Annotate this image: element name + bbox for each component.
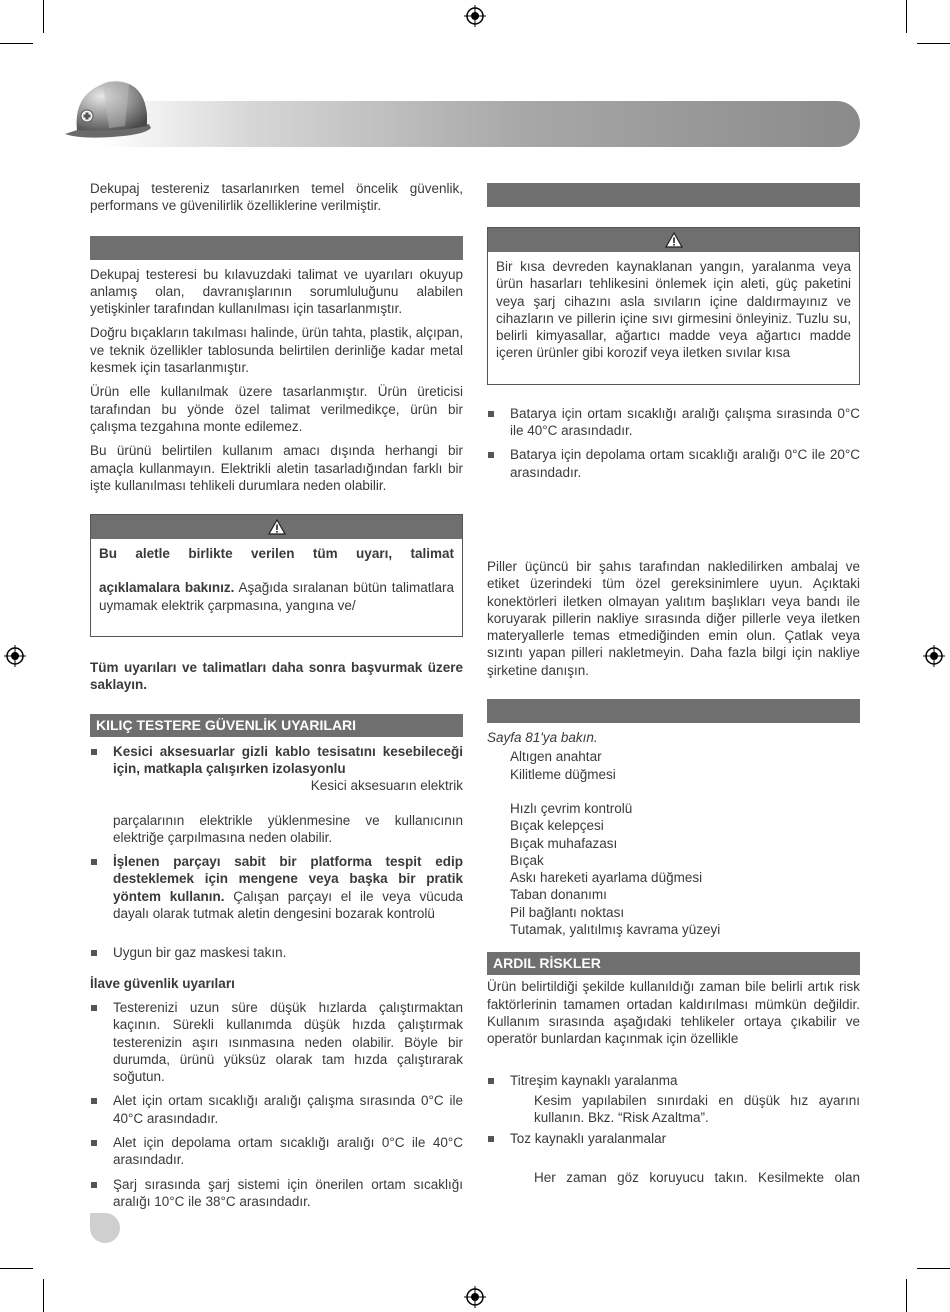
right-column [487,183,860,1186]
list-item: Batarya için ortam sıcaklığı aralığı çalışma sırasında 0°C ile 40°C arasındadır. [487,405,860,440]
section-header-residual-risks: ARDIL RİSKLER [487,952,860,975]
list-item: Alet için ortam sıcaklığı aralığı çalışma sırasında 0°C ile 40°C arasındadır. [90,1092,463,1127]
crop-mark [906,1279,907,1312]
section-header-intended-use [90,236,463,260]
registration-mark-icon [4,645,26,667]
transport-text: Piller üçüncü bir şahıs tarafından nakledilirken ambalaj ve etiket üzerindeki tüm özel gereksinimlere uyun. Açıktaki konektörleri iletken olmayan yalıtım başlıkları veya bandı ile koruyarak pillerin nakliye sırasında diğer pillerle veya iletken materyallerle temas etmediğinden emin olun. Çatlak veya sızıntı yapan pilleri nakletmeyin. Daha fazla bilgi için nakliye şirketine danışın. [487,558,860,678]
warning-triangle-icon [665,232,683,248]
page-number-tab [90,1213,120,1243]
list-item: Batarya için depolama ortam sıcaklığı aralığı 0°C ile 20°C arasındadır. [487,446,860,481]
crop-mark [917,43,950,44]
bullet-bold-text: İşlenen parçayı sabit bir platforma tespit edip desteklemek için mengene veya başka bir pratik yöntem kullanın. [113,854,463,904]
risk-intro-text: Ürün belirtildiği şekilde kullanıldığı zaman bile belirli artık risk faktörlerinin tamamen ortadan kaldırılması mümkün değildir. Kullanım sırasında aşağıdaki tehlikeler ortaya çıkabilir ve operatör bunlardan kaçınmak için özellikle [487,979,860,1047]
warning-bar [91,515,462,539]
feature-item: Bıçak muhafazası [510,835,618,851]
risk-detail-text: Her zaman göz koruyucu takın. Kesilmekte olan [534,1169,860,1185]
left-column [90,180,463,1217]
see-page-text: Sayfa 81'ya bakın. [487,730,598,746]
crop-mark [0,43,33,44]
intro-text: Dekupaj testereniz tasarlanırken temel öncelik güvenlik, performans ve güvenilirlik özelliklerine verilmiştir. [90,181,463,214]
safety-helmet-icon [63,74,155,150]
risk-detail-text: Kesim yapılabilen sınırdaki en düşük hız ayarını kullanın. Bkz. “Risk Azaltma”. [534,1092,860,1126]
registration-mark-icon [464,5,486,27]
subsection-title: İlave güvenlik uyarıları [90,975,235,991]
paragraph: Dekupaj testeresi bu kılavuzdaki talimat ve uyarıları okuyup anlamış olan, davranışlarının sorumluluğunu alabilen yetişkinler tarafından kullanılması için tasarlanmıştır. [90,266,463,317]
warning-bar [488,228,859,252]
list-item: Testerenizi uzun süre düşük hızlarda çalıştırmaktan kaçının. Sürekli kullanımda düşük hızda çalıştırmak testerenizin aşırı ısınmasına neden olabilir. Böyle bir durumda, ürünü yüksüz olarak tam hızda çalıştırarak soğutun. [90,999,463,1085]
paragraph: Ürün elle kullanılmak üzere tasarlanmıştır. Ürün üreticisi tarafından bu yönde özel talimat verilmedikçe, ürün bir çalışma tezgahına monte edilemez. [90,384,463,434]
feature-item: Askı hareketi ayarlama düğmesi [510,870,703,886]
list-item: Titreşim kaynaklı yaralanma [487,1072,860,1089]
list-item: Alet için depolama ortam sıcaklığı aralığı 0°C ile 40°C arasındadır. [90,1134,463,1169]
registration-mark-icon [464,1286,486,1308]
header-banner [100,101,860,147]
section-header-battery-safety [487,183,860,207]
crop-mark [43,0,44,33]
keep-instructions-text: Tüm uyarıları ve talimatları daha sonra başvurmak üzere saklayın. [90,660,463,693]
feature-item: Bıçak [510,852,544,868]
section-header-saw-safety: KILIÇ TESTERE GÜVENLİK UYARILARI [90,714,463,737]
bullet-text: Kesici aksesuarın elektrik [310,778,463,794]
warning-line: Bu aletle birlikte verilen tüm uyarı, talimat [99,546,454,562]
warning-box [487,227,860,385]
paragraph: Doğru bıçakların takılması halinde, ürün tahta, plastik, alçıpan, ve teknik özellikler tablosunda belirtilen derinliğe kadar metal kesmek için tasarlanmıştır. [90,325,463,376]
crop-mark [43,1279,44,1312]
warning-text: Aşağıda sıralanan bütün talimatlara uymamak elektrik çarpmasına, yangına ve/ [99,580,455,613]
feature-item: Kilitleme düğmesi [510,766,616,782]
section-header-features [487,699,860,723]
feature-item: Bıçak kelepçesi [510,818,604,834]
bullet-text: parçalarının elektrikle yüklenmesine ve kullanıcının elektriğe çarpılmasına neden olabilir. [113,812,463,845]
feature-item: Altıgen anahtar [510,749,602,765]
list-item: Uygun bir gaz maskesi takın. [90,944,463,961]
list-item [90,853,463,922]
warning-box [90,514,463,637]
list-item: Şarj sırasında şarj sistemi için önerilen ortam sıcaklığı aralığı 10°C ile 38°C arasındadır. [90,1176,463,1211]
paragraph: Bu ürünü belirtilen kullanım amacı dışında herhangi bir amaçla kullanmayın. Elektrikli aletin tasarladığından farklı bir işte kullanılması tehlikeli durumlara neden olabilir. [90,443,463,493]
list-item [90,743,463,846]
crop-mark [906,0,907,33]
warning-bold-text: açıklamalara bakınız. [99,580,235,596]
feature-item: Tutamak, yalıtılmış kavrama yüzeyi [510,922,721,938]
feature-item: Taban donanımı [510,887,607,903]
registration-mark-icon [923,645,945,667]
feature-item: Hızlı çevrim kontrolü [510,800,633,816]
warning-text: Bir kısa devreden kaynaklanan yangın, yaralanma veya ürün hasarları tehlikesini önlemek için aleti, güç paketini veya şarj cihazını asla sıvıların içine daldırmayınız ve cihazların ve pillerin içine sıvı girmesini önleyiniz. Tuzlu su, belirli kimyasallar, ağartıcı madde veya ağartıcı madde içeren ürünler gibi korozif veya iletken sıvılar kısa [496,259,851,361]
list-item: Toz kaynaklı yaralanmalar [487,1130,860,1147]
bullet-text: Çalışan parçayı el ile veya vücuda dayalı olarak tutmak aletin dengesini bozarak kontrolü [113,888,463,922]
crop-mark [917,1268,950,1269]
crop-mark [0,1268,33,1269]
warning-triangle-icon [268,519,286,535]
bullet-bold-text: Kesici aksesuarlar gizli kablo tesisatını kesebileceği için, matkapla çalışırken izolasyonlu [113,743,463,776]
feature-item: Pil bağlantı noktası [510,904,625,920]
